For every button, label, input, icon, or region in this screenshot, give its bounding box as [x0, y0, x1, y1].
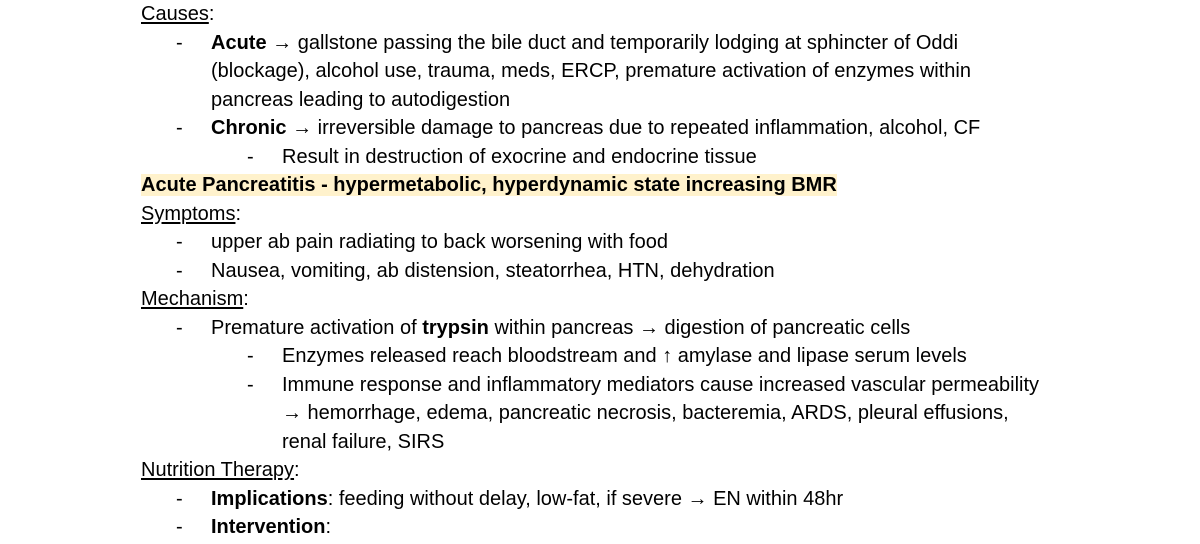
- bullet-dash: -: [176, 259, 183, 282]
- bullet-dash: -: [247, 345, 254, 367]
- item-text: within pancreas → digestion of pancreatic cells: [488, 316, 911, 339]
- item-text: Immune response and inflammatory mediators cause increased vascular permeability → hemorrhage, edema, pancreatic necrosis, bacteremia, ARDS, pleural effusions, renal failure, SIRS: [282, 373, 1040, 453]
- heading-text: Mechanism: [141, 288, 244, 310]
- item-text: → irreversible damage to pancreas due to repeated inflammation, alcohol, CF: [286, 117, 981, 139]
- item-bold-label: Chronic: [211, 117, 287, 139]
- item-text: Enzymes released reach bloodstream and ↑ amylase and lipase serum levels: [282, 345, 967, 367]
- document-body: [141, 0, 1200, 542]
- list-item: [141, 114, 1051, 143]
- list-item: [141, 485, 1051, 514]
- heading-text: Symptoms: [141, 202, 236, 225]
- item-text: Result in destruction of exocrine and endocrine tissue: [282, 145, 757, 168]
- section-heading-mechanism: [141, 285, 1200, 314]
- bullet-dash: -: [176, 316, 183, 339]
- list-item: [141, 314, 1051, 343]
- item-text: → gallstone passing the bile duct and temporarily lodging at sphincter of Oddi (blockage), alcohol use, trauma, meds, ERCP, premature activation of enzymes within pancreas leading to autodigestion: [211, 31, 971, 111]
- section-heading-causes: [141, 0, 1200, 29]
- item-bold-label: Implications: [211, 487, 328, 510]
- heading-colon: :: [294, 459, 300, 481]
- heading-colon: :: [208, 3, 215, 25]
- bullet-dash: -: [176, 31, 183, 54]
- bullet-dash: -: [176, 487, 183, 510]
- sub-list-item: [141, 371, 1042, 457]
- item-text: Nausea, vomiting, ab distension, steatorrhea, HTN, dehydration: [211, 259, 775, 282]
- highlighted-title: [141, 171, 1200, 200]
- item-bold-label: Acute: [211, 31, 267, 54]
- heading-colon: :: [235, 202, 242, 225]
- heading-text: Causes: [141, 3, 209, 25]
- sub-list-item: [141, 342, 1042, 371]
- bullet-dash: -: [176, 231, 183, 253]
- list-item: [141, 228, 1051, 257]
- item-bold-term: trypsin: [422, 316, 489, 339]
- bullet-dash: -: [247, 145, 254, 168]
- heading-colon: :: [243, 288, 249, 310]
- item-text: Premature activation of: [211, 316, 423, 339]
- list-item: [141, 29, 1051, 115]
- list-item: [141, 513, 1051, 542]
- item-bold-label: Intervention: [211, 516, 326, 538]
- highlight-text: Acute Pancreatitis - hypermetabolic, hyperdynamic state increasing BMR: [141, 174, 837, 196]
- bullet-dash: -: [247, 373, 254, 396]
- item-text: :: [325, 516, 332, 538]
- heading-text: Nutrition Therapy: [141, 459, 295, 481]
- section-heading-nutrition: [141, 456, 1200, 485]
- sub-list-item: [141, 143, 1042, 172]
- section-heading-symptoms: [141, 200, 1200, 229]
- list-item: [141, 257, 1051, 286]
- item-text: upper ab pain radiating to back worsening with food: [211, 231, 668, 253]
- bullet-dash: -: [176, 516, 183, 538]
- item-text: : feeding without delay, low-fat, if severe → EN within 48hr: [327, 487, 844, 510]
- bullet-dash: -: [176, 117, 183, 139]
